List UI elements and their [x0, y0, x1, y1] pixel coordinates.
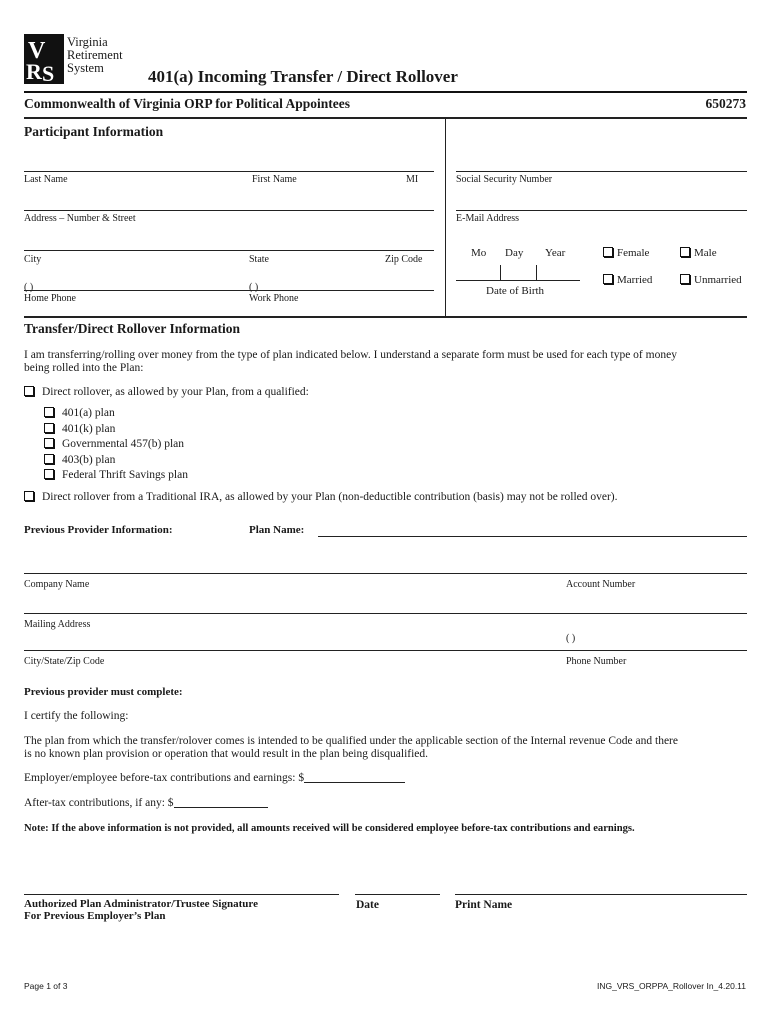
- pretax-label: Employer/employee before-tax contributions and earnings: $: [24, 772, 305, 784]
- logo-line3: System: [67, 61, 104, 75]
- print-name-line[interactable]: [455, 894, 747, 895]
- plan-401a-label: 401(a) plan: [62, 407, 115, 419]
- mi-label: MI: [406, 174, 419, 185]
- plan-457b-checkbox[interactable]: [44, 438, 54, 448]
- participant-bottom-rule: [24, 316, 747, 318]
- transfer-intro-1: I am transferring/rolling over money from the type of plan indicated below. I understand a separate form must be used for each type of money: [24, 349, 677, 361]
- page-number: Page 1 of 3: [24, 981, 68, 991]
- form-code: ING_VRS_ORPPA_Rollover In_4.20.11: [597, 981, 746, 991]
- email-line[interactable]: [456, 210, 747, 211]
- date-label: Date: [356, 899, 379, 911]
- signature-label-2: For Previous Employer’s Plan: [24, 910, 166, 922]
- plan-tsp[interactable]: [44, 469, 188, 482]
- option-ira[interactable]: [24, 491, 618, 504]
- certify-line1: I certify the following:: [24, 710, 129, 722]
- form-subtitle: Commonwealth of Virginia ORP for Political Appointees: [24, 96, 350, 111]
- female-label: Female: [617, 247, 650, 259]
- dob-mo-label: Mo: [471, 247, 487, 259]
- phone-line[interactable]: [24, 290, 434, 291]
- pretax-row: [24, 772, 405, 785]
- plan-403b[interactable]: [44, 454, 115, 467]
- transfer-heading: Transfer/Direct Rollover Information: [24, 321, 240, 336]
- dob-tick-2: [536, 265, 537, 280]
- dob-year-label: Year: [545, 247, 566, 259]
- married-checkbox[interactable]: [603, 274, 613, 284]
- plan-401a-checkbox[interactable]: [44, 407, 54, 417]
- plan-457b[interactable]: [44, 438, 184, 451]
- plan-457b-label: Governmental 457(b) plan: [62, 438, 184, 450]
- aftertax-field[interactable]: [174, 807, 268, 808]
- unmarried-checkbox[interactable]: [680, 274, 690, 284]
- certify-para-1: The plan from which the transfer/rolover comes is intended to be qualified under the applicable section of the Internal revenue Code and there: [24, 735, 678, 747]
- state-label: State: [249, 254, 269, 265]
- dob-day-label: Day: [505, 247, 524, 259]
- first-name-label: First Name: [252, 174, 297, 185]
- married-label: Married: [617, 274, 653, 286]
- aftertax-row: [24, 797, 268, 810]
- dob-line[interactable]: [456, 280, 580, 281]
- transfer-intro-2: being rolled into the Plan:: [24, 362, 144, 374]
- plan-403b-checkbox[interactable]: [44, 454, 54, 464]
- logo-text: [67, 36, 123, 75]
- mailing-address-label: Mailing Address: [24, 619, 91, 630]
- signature-line[interactable]: [24, 894, 339, 895]
- form-title: 401(a) Incoming Transfer / Direct Rollover: [148, 67, 458, 86]
- married-option[interactable]: [603, 274, 652, 286]
- plan-tsp-checkbox[interactable]: [44, 469, 54, 479]
- plan-403b-label: 403(b) plan: [62, 454, 116, 466]
- subtitle-rule: [24, 117, 747, 119]
- participant-heading: Participant Information: [24, 124, 164, 139]
- dob-label: Date of Birth: [486, 285, 545, 297]
- plan-401k-label: 401(k) plan: [62, 423, 116, 435]
- certify-para-2: is no known plan provision or operation that would result in the plan being disqualified.: [24, 748, 429, 760]
- plan-401k[interactable]: [44, 423, 115, 436]
- option-qualified-label: Direct rollover, as allowed by your Plan, from a qualified:: [42, 386, 309, 398]
- aftertax-label: After-tax contributions, if any: $: [24, 797, 174, 809]
- svg-text:S: S: [42, 61, 55, 84]
- name-line[interactable]: [24, 171, 434, 172]
- female-checkbox[interactable]: [603, 247, 613, 257]
- title-rule: [24, 91, 747, 93]
- male-option[interactable]: [680, 247, 717, 259]
- plan-tsp-label: Federal Thrift Savings plan: [62, 469, 188, 481]
- option-ira-label: Direct rollover from a Traditional IRA, as allowed by your Plan (non-deductible contribution (basis) may not be rolled over).: [42, 491, 618, 503]
- vrs-monogram-icon: [24, 34, 64, 84]
- plan-401k-checkbox[interactable]: [44, 423, 54, 433]
- mailing-line[interactable]: [24, 613, 747, 614]
- phone-number-label: Phone Number: [566, 656, 627, 667]
- male-label: Male: [694, 247, 717, 259]
- form-number: 650273: [705, 96, 746, 111]
- address-line[interactable]: [24, 210, 434, 211]
- email-label: E-Mail Address: [456, 213, 520, 224]
- city-state-zip-label: City/State/Zip Code: [24, 656, 105, 667]
- vrs-logo: [24, 34, 64, 84]
- last-name-label: Last Name: [24, 174, 68, 185]
- female-option[interactable]: [603, 247, 649, 259]
- print-name-label: Print Name: [455, 899, 513, 911]
- ssn-label: Social Security Number: [456, 174, 553, 185]
- certify-heading: Previous provider must complete:: [24, 686, 183, 698]
- account-number-label: Account Number: [566, 579, 636, 590]
- male-checkbox[interactable]: [680, 247, 690, 257]
- provider-heading: Previous Provider Information:: [24, 524, 173, 536]
- work-phone-paren: ( ): [249, 282, 259, 293]
- company-line[interactable]: [24, 573, 747, 574]
- date-line[interactable]: [355, 894, 440, 895]
- plan-name-label: Plan Name:: [249, 524, 305, 536]
- zip-label: Zip Code: [385, 254, 423, 265]
- city-line[interactable]: [24, 250, 434, 251]
- option-qualified[interactable]: [24, 386, 309, 399]
- unmarried-label: Unmarried: [694, 274, 742, 286]
- logo-line1: Virginia: [67, 35, 108, 49]
- home-phone-label: Home Phone: [24, 293, 76, 304]
- participant-divider: [445, 119, 446, 316]
- city-label: City: [24, 254, 42, 265]
- plan-401a[interactable]: [44, 407, 115, 420]
- svg-text:R: R: [26, 59, 42, 84]
- signature-label-1: Authorized Plan Administrator/Trustee Signature: [24, 898, 258, 910]
- unmarried-option[interactable]: [680, 274, 742, 286]
- note-text: Note: If the above information is not provided, all amounts received will be considered employee before-tax contributions and earnings.: [24, 823, 635, 834]
- logo-line2: Retirement: [67, 48, 123, 62]
- pretax-field[interactable]: [304, 782, 405, 783]
- qualified-checkbox[interactable]: [24, 386, 34, 396]
- provider-phone-paren: ( ): [566, 633, 576, 644]
- dob-tick-1: [500, 265, 501, 280]
- plan-name-line[interactable]: [318, 536, 747, 537]
- svg-text:V: V: [28, 38, 46, 64]
- company-name-label: Company Name: [24, 579, 90, 590]
- ira-checkbox[interactable]: [24, 491, 34, 501]
- address-label: Address – Number & Street: [24, 213, 136, 224]
- home-phone-paren: ( ): [24, 282, 34, 293]
- ssn-line[interactable]: [456, 171, 747, 172]
- work-phone-label: Work Phone: [249, 293, 299, 304]
- city-state-zip-line[interactable]: [24, 650, 747, 651]
